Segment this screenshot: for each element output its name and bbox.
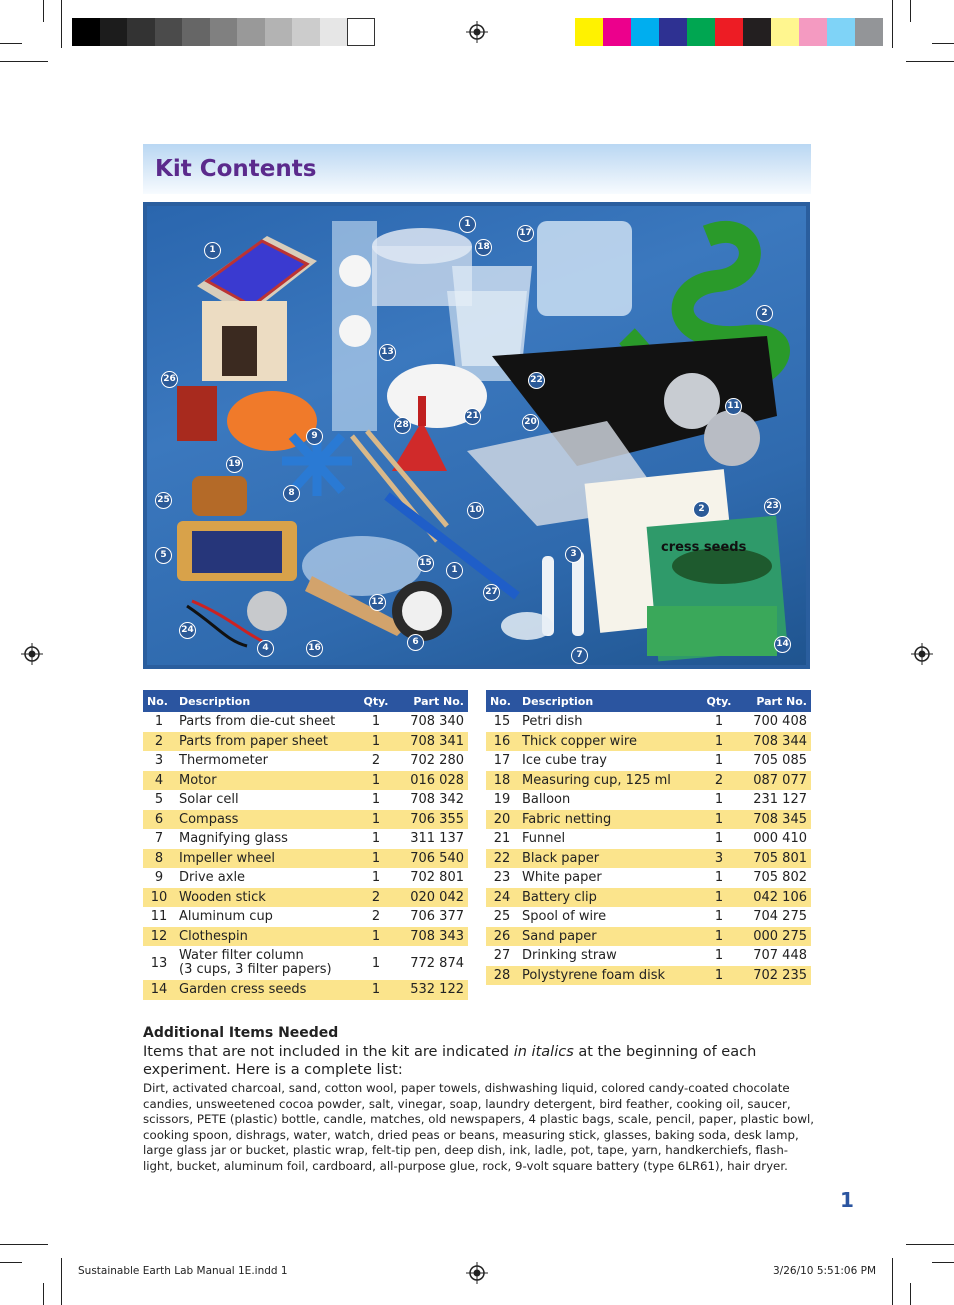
table-row [143, 888, 468, 908]
table-row [486, 966, 811, 986]
cell-description: Magnifying glass [179, 831, 288, 847]
slug-filename: Sustainable Earth Lab Manual 1E.indd 1 [78, 1265, 288, 1277]
cell-description: Drinking straw [522, 948, 617, 964]
callout-badge: 7 [571, 647, 588, 664]
callout-badge: 1 [446, 562, 463, 579]
callout-badge: 17 [517, 225, 534, 242]
cell-description: Ice cube tray [522, 753, 607, 769]
table-header-row [143, 690, 468, 712]
header-qty: Qty. [354, 690, 398, 712]
table-row [143, 849, 468, 869]
color-swatch [855, 18, 883, 46]
cell-description: Wooden stick [175, 888, 354, 908]
cell-no: 9 [154, 870, 164, 886]
cell-part-no: 000 410 [753, 831, 807, 847]
color-swatch [715, 18, 743, 46]
table-row [143, 810, 468, 830]
color-swatch [127, 18, 155, 46]
cell-part-no: 020 042 [398, 888, 468, 908]
cell-no: 21 [493, 831, 511, 847]
callout-badge: 5 [155, 547, 172, 564]
additional-items-intro [143, 1043, 813, 1079]
cell-part-no: 706 355 [398, 810, 468, 830]
table-row [143, 732, 468, 752]
cell-no: 4 [143, 771, 175, 791]
crop-mark [43, 0, 44, 22]
cell-no: 25 [493, 909, 511, 925]
cell-part-no: 042 106 [741, 888, 811, 908]
cell-description: Motor [175, 771, 354, 791]
callout-badge: 4 [257, 640, 274, 657]
callout-badge: 1 [459, 216, 476, 233]
cell-qty: 1 [354, 732, 398, 752]
cell-no: 2 [143, 732, 175, 752]
color-swatch [72, 18, 100, 46]
cell-part-no: 708 343 [398, 927, 468, 947]
cell-no: 24 [486, 888, 518, 908]
page-number: 1 [840, 1188, 854, 1212]
crop-mark [0, 61, 48, 62]
cell-qty: 1 [714, 714, 724, 730]
cell-no: 19 [493, 792, 511, 808]
cell-part-no: 231 127 [753, 792, 807, 808]
callout-badge: 16 [306, 640, 323, 657]
cell-description: Drive axle [179, 870, 246, 886]
cell-qty: 1 [714, 909, 724, 925]
crop-mark [906, 1244, 954, 1245]
color-swatch [575, 18, 603, 46]
cell-description: Petri dish [522, 714, 583, 730]
table-row [486, 888, 811, 908]
table-row [143, 771, 468, 791]
callout-badge: 27 [483, 584, 500, 601]
crop-mark [892, 1258, 893, 1305]
table-row [486, 927, 811, 947]
callout-badge: 26 [161, 371, 178, 388]
callout-badge: 18 [475, 239, 492, 256]
cell-qty: 1 [354, 810, 398, 830]
callout-badge: 6 [407, 634, 424, 651]
crop-mark [43, 1283, 44, 1305]
cell-qty: 1 [714, 870, 724, 886]
header-part-no: Part No. [398, 690, 468, 712]
cell-part-no: 708 340 [410, 714, 464, 730]
table-row [143, 712, 468, 732]
table-row [143, 868, 468, 888]
callout-badge: 8 [283, 485, 300, 502]
cell-no: 17 [493, 753, 511, 769]
cell-part-no: 706 540 [398, 849, 468, 869]
color-swatch [237, 18, 265, 46]
color-swatch [771, 18, 799, 46]
cell-description: White paper [522, 870, 602, 886]
cell-no: 8 [143, 849, 175, 869]
kit-illustration [147, 206, 806, 665]
cell-no: 5 [154, 792, 164, 808]
table-row [486, 771, 811, 791]
table-row [143, 946, 468, 980]
intro-text: Items that are not included in the kit are indicated [143, 1044, 514, 1060]
cell-no: 6 [143, 810, 175, 830]
cell-part-no: 772 874 [410, 955, 464, 971]
registration-mark-icon [466, 1262, 488, 1284]
cell-description: Parts from paper sheet [175, 732, 354, 752]
cell-description-line: (3 cups, 3 filter papers) [179, 962, 332, 977]
cell-part-no: 708 345 [741, 810, 811, 830]
crop-mark [892, 0, 893, 48]
table-row [143, 927, 468, 947]
callout-badge: 25 [155, 492, 172, 509]
crop-mark [906, 61, 954, 62]
callout-badge: 15 [417, 555, 434, 572]
cell-description: Polystyrene foam disk [518, 966, 697, 986]
color-swatch [100, 18, 128, 46]
table-row [486, 790, 811, 810]
callout-badge: 19 [226, 456, 243, 473]
table-row [143, 829, 468, 849]
callout-badge: 10 [467, 502, 484, 519]
cell-qty: 1 [714, 948, 724, 964]
cell-part-no: 704 275 [753, 909, 807, 925]
crop-mark [61, 1258, 62, 1305]
callout-badge: 21 [464, 408, 481, 425]
cell-no: 20 [486, 810, 518, 830]
table-row [143, 751, 468, 771]
cell-description: Measuring cup, 125 ml [518, 771, 697, 791]
cell-description: Sand paper [518, 927, 697, 947]
cell-qty: 2 [371, 909, 381, 925]
crop-mark [0, 43, 22, 44]
cell-qty: 1 [697, 966, 741, 986]
cell-no: 28 [486, 966, 518, 986]
cell-qty: 1 [714, 753, 724, 769]
cell-description: Thick copper wire [518, 732, 697, 752]
crop-mark [932, 43, 954, 44]
intro-text: at the beginning of each experiment. Here is a complete list: [143, 1044, 757, 1078]
kit-contents-photo [143, 202, 810, 669]
table-row [486, 849, 811, 869]
cell-qty: 1 [354, 927, 398, 947]
cell-description: Funnel [522, 831, 566, 847]
slug-date: 3/26/10 5:51:06 PM [773, 1265, 877, 1277]
cell-description: Compass [175, 810, 354, 830]
table-row [486, 868, 811, 888]
color-swatch [292, 18, 320, 46]
cell-qty: 1 [371, 831, 381, 847]
table-row [143, 907, 468, 927]
cell-no: 27 [493, 948, 511, 964]
cell-qty: 2 [354, 888, 398, 908]
table-row [143, 790, 468, 810]
cell-no: 1 [154, 714, 164, 730]
page-title: Kit Contents [155, 156, 317, 182]
cell-qty: 1 [371, 792, 381, 808]
cell-qty: 1 [697, 810, 741, 830]
callout-badge: 13 [379, 344, 396, 361]
cell-part-no: 700 408 [753, 714, 807, 730]
header-no: No. [143, 690, 175, 712]
cell-qty: 1 [714, 831, 724, 847]
callout-badge: 14 [774, 636, 791, 653]
cell-no: 18 [486, 771, 518, 791]
callout-badge: 28 [394, 417, 411, 434]
cell-no: 10 [143, 888, 175, 908]
cell-qty: 2 [371, 753, 381, 769]
intro-italic-text: in italics [513, 1044, 574, 1060]
cell-qty: 1 [371, 870, 381, 886]
color-swatch [687, 18, 715, 46]
crop-mark [0, 1244, 48, 1245]
cell-part-no: 705 085 [753, 753, 807, 769]
cell-no: 23 [493, 870, 511, 886]
cell-description-line: Water filter column [179, 948, 304, 963]
registration-mark-icon [466, 21, 488, 43]
header-no: No. [486, 690, 518, 712]
cell-description: Fabric netting [518, 810, 697, 830]
cell-part-no: 708 344 [741, 732, 811, 752]
cell-no: 16 [486, 732, 518, 752]
callout-badge: 22 [528, 372, 545, 389]
table-header-row [486, 690, 811, 712]
cell-qty: 1 [354, 980, 398, 1000]
cell-part-no: 708 341 [398, 732, 468, 752]
crop-mark [910, 1283, 911, 1305]
cell-no: 11 [150, 909, 168, 925]
crop-mark [0, 1262, 22, 1263]
cell-description: Parts from die-cut sheet [179, 714, 336, 730]
callout-badge: 11 [725, 398, 742, 415]
cell-qty: 1 [697, 927, 741, 947]
parts-table-right [486, 690, 811, 985]
registration-mark-icon [21, 643, 43, 665]
cell-part-no: 000 275 [741, 927, 811, 947]
color-swatch [827, 18, 855, 46]
header-description: Description [175, 690, 354, 712]
table-row [486, 732, 811, 752]
cell-qty: 1 [354, 771, 398, 791]
cell-no: 26 [486, 927, 518, 947]
callout-badge: 20 [522, 414, 539, 431]
cell-part-no: 311 137 [410, 831, 464, 847]
cell-part-no: 016 028 [398, 771, 468, 791]
color-swatch [347, 18, 375, 46]
cell-no: 14 [143, 980, 175, 1000]
table-row [486, 810, 811, 830]
color-swatch [182, 18, 210, 46]
cell-qty: 1 [354, 849, 398, 869]
table-row [143, 980, 468, 1000]
cell-part-no: 702 280 [410, 753, 464, 769]
additional-items-list: Dirt, activated charcoal, sand, cotton wool, paper towels, dishwashing liquid, colored candy-coated chocolate candies, unsweetened cocoa powder, salt, vinegar, soap, laundry detergent, bird feather, cooking oil, saucer, scissors, PETE (plastic) bottle, candle, matches, old newspapers, 4 plastic bags, scale, pencil, paper, plastic bowl, cooking spoon, dishrags, water, watch, dried peas or beans, measuring stick, glasses, baking soda, desk lamp, large glass jar or bucket, plastic wrap, felt-tip pen, deep dish, ink, ladle, pot, tape, yarn, handkerchiefs, flash-light, bucket, aluminum foil, cardboard, all-purpose glue, rock, 9-volt square battery (type 6LR61), hair dryer. [143, 1081, 815, 1173]
cell-part-no: 706 377 [410, 909, 464, 925]
cell-description: Garden cress seeds [175, 980, 354, 1000]
cress-seeds-label: cress seeds [661, 540, 747, 555]
cell-qty: 1 [697, 732, 741, 752]
cell-description: Black paper [518, 849, 697, 869]
table-row [486, 829, 811, 849]
cell-part-no: 708 342 [410, 792, 464, 808]
callout-badge: 24 [179, 622, 196, 639]
cell-qty: 1 [714, 792, 724, 808]
color-swatch [155, 18, 183, 46]
color-swatch [799, 18, 827, 46]
title-bar [143, 144, 811, 194]
cell-no: 7 [154, 831, 164, 847]
color-swatch [210, 18, 238, 46]
cell-part-no: 532 122 [398, 980, 468, 1000]
table-row [486, 712, 811, 732]
cell-part-no: 702 801 [410, 870, 464, 886]
cell-qty: 1 [371, 955, 381, 971]
crop-mark [61, 0, 62, 48]
table-row [486, 946, 811, 966]
crop-mark [910, 0, 911, 22]
registration-mark-icon [911, 643, 933, 665]
callout-badge: 12 [369, 594, 386, 611]
callout-badge: 9 [306, 428, 323, 445]
color-swatch [631, 18, 659, 46]
cell-description: Balloon [522, 792, 571, 808]
cell-description: Thermometer [179, 753, 269, 769]
cell-description: Solar cell [179, 792, 239, 808]
cell-description: Battery clip [518, 888, 697, 908]
callout-badge: 1 [204, 242, 221, 259]
cell-no: 12 [143, 927, 175, 947]
color-swatch [659, 18, 687, 46]
cell-qty: 3 [697, 849, 741, 869]
cell-no: 15 [493, 714, 511, 730]
callout-badge: 3 [565, 546, 582, 563]
cell-description: Aluminum cup [179, 909, 273, 925]
cell-qty: 1 [697, 888, 741, 908]
callout-badge: 2 [756, 305, 773, 322]
cell-no: 13 [150, 955, 168, 971]
table-row [486, 907, 811, 927]
callout-badge: 23 [764, 498, 781, 515]
color-swatch [743, 18, 771, 46]
header-qty: Qty. [697, 690, 741, 712]
cell-description: Clothespin [175, 927, 354, 947]
cell-description [175, 946, 354, 980]
header-description: Description [518, 690, 697, 712]
cell-no: 3 [154, 753, 164, 769]
cell-description: Impeller wheel [175, 849, 354, 869]
cell-qty: 2 [697, 771, 741, 791]
table-row [486, 751, 811, 771]
additional-items-heading: Additional Items Needed [143, 1025, 339, 1041]
parts-table-left [143, 690, 468, 1000]
header-part-no: Part No. [741, 690, 811, 712]
callout-badge: 2 [693, 501, 710, 518]
crop-mark [932, 1262, 954, 1263]
cell-part-no: 705 802 [753, 870, 807, 886]
cell-part-no: 087 077 [741, 771, 811, 791]
cell-qty: 1 [371, 714, 381, 730]
color-swatch [603, 18, 631, 46]
cell-part-no: 702 235 [741, 966, 811, 986]
color-swatch [265, 18, 293, 46]
cell-description: Spool of wire [522, 909, 607, 925]
cell-part-no: 705 801 [741, 849, 811, 869]
cell-no: 22 [486, 849, 518, 869]
color-swatch [320, 18, 348, 46]
cell-part-no: 707 448 [753, 948, 807, 964]
